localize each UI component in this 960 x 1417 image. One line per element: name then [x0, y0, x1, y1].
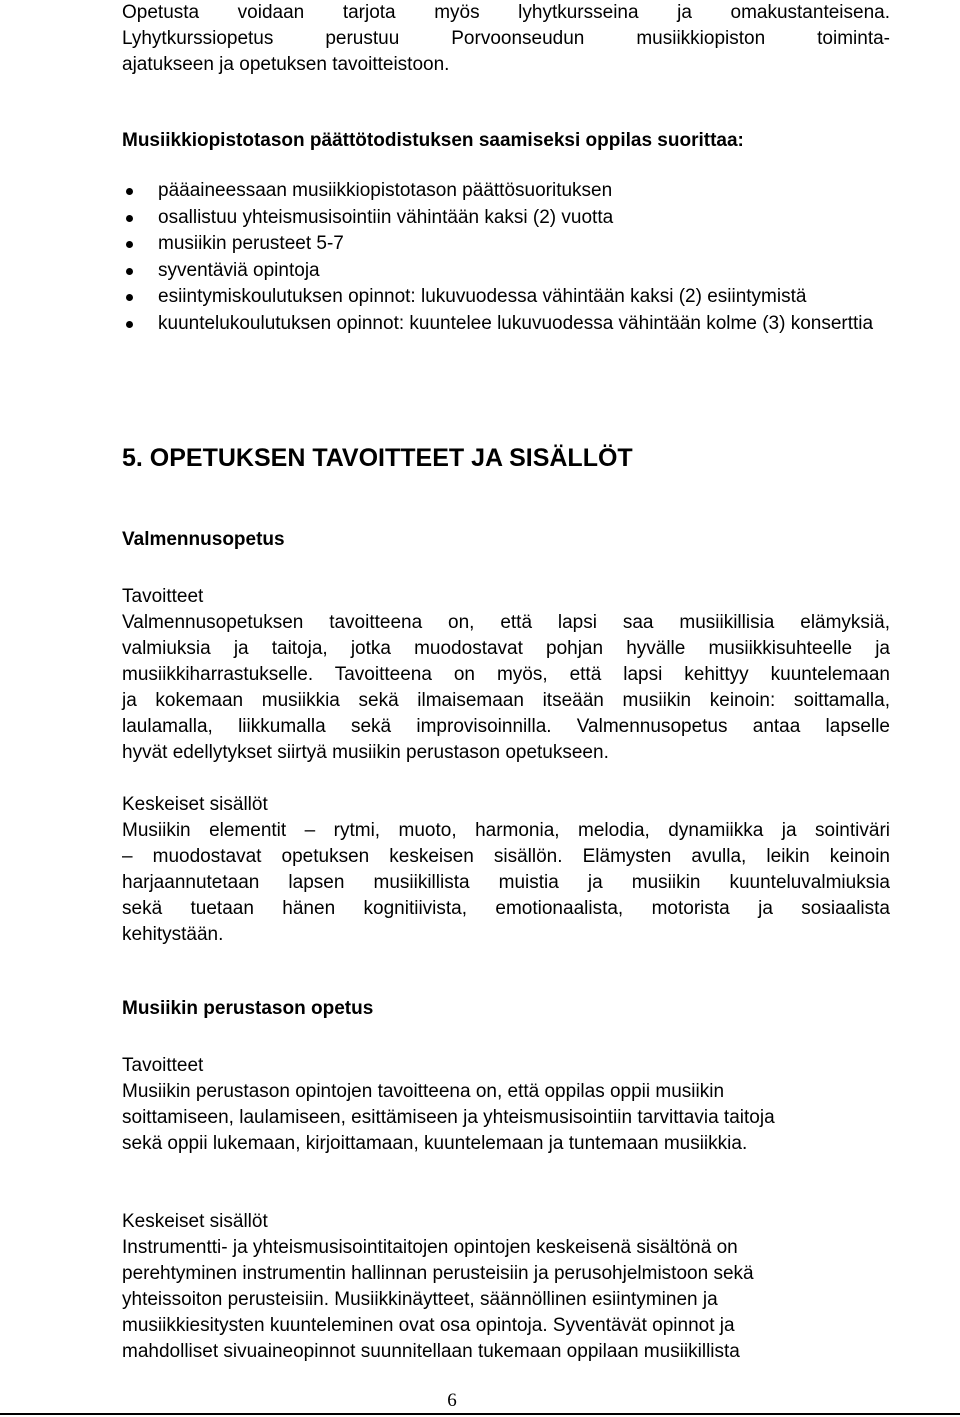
content-paragraph [122, 1235, 890, 1365]
list-item-text: osallistuu yhteismusisointiin vähintään kaksi (2) vuotta [158, 206, 614, 228]
list-item [122, 178, 902, 205]
content-paragraph [122, 818, 890, 948]
paragraph-line: mahdolliset sivuaineopinnot suunnitellaan tukemaan oppilaan musiikillista [122, 1341, 740, 1362]
list-item [122, 311, 928, 338]
paragraph-line: laulamalla, liikkumalla sekä improvisoinnilla. Valmennusopetus antaa lapselle [122, 716, 890, 737]
paragraph-line: Valmennusopetuksen tavoitteena on, että lapsi saa musiikillisia elämyksiä, [122, 612, 890, 633]
paragraph-line: musiikkiharrastukselle. Tavoitteena on myös, että lapsi kehittyy kuuntelemaan [122, 664, 890, 685]
paragraph-line: valmiuksia ja taitoja, jotka muodostavat pohjan hyvälle musiikkisuhteelle ja [122, 638, 890, 659]
paragraph-line: sekä oppii lukemaan, kirjoittamaan, kuuntelemaan ja tuntemaan musiikkia. [122, 1133, 748, 1154]
requirements-list [122, 178, 902, 337]
content-label: Keskeiset sisällöt [122, 1211, 268, 1232]
paragraph-line: hyvät edellytykset siirtyä musiikin perustason opetukseen. [122, 742, 609, 763]
paragraph-line: harjaannutetaan lapsen musiikillista muistia ja musiikin kuunteluvalmiuksia [122, 872, 890, 893]
list-item [122, 205, 902, 232]
footer-divider [0, 1413, 960, 1415]
section-title: 5. OPETUKSEN TAVOITTEET JA SISÄLLÖT [122, 444, 633, 472]
intro-line: Lyhytkurssiopetus perustuu Porvoonseudun musiikkiopiston toiminta- [122, 28, 890, 49]
paragraph-line: kehitystään. [122, 924, 224, 945]
list-item [122, 284, 838, 311]
page-number: 6 [447, 1390, 457, 1411]
list-item-text: esiintymiskoulutuksen opinnot: lukuvuodessa vähintään kaksi (2) esiintymistä [158, 286, 807, 307]
intro-line: ajatukseen ja opetuksen tavoitteistoon. [122, 54, 450, 75]
content-label: Keskeiset sisällöt [122, 794, 268, 815]
list-item-text: musiikin perusteet 5-7 [158, 233, 344, 254]
bullet-icon [126, 321, 133, 328]
paragraph-line: musiikkiesitysten kuunteleminen ovat osa opintoja. Syventävät opinnot ja [122, 1315, 735, 1336]
list-item-text: kuuntelukoulutuksen opinnot: kuuntelee lukuvuodessa vähintään kolme (3) konserttia [158, 312, 874, 334]
bullet-icon [126, 188, 133, 195]
paragraph-line: – muodostavat opetuksen keskeisen sisällön. Elämysten avulla, leikin keinoin [122, 846, 890, 867]
bullet-icon [126, 215, 133, 222]
goals-label: Tavoitteet [122, 586, 204, 607]
paragraph-line: ja kokemaan musiikkia sekä ilmaisemaan itseään musiikin keinoin: soittamalla, [122, 690, 890, 711]
intro-line: Opetusta voidaan tarjota myös lyhytkursseina ja omakustanteisena. [122, 2, 890, 23]
requirements-heading: Musiikkiopistotason päättötodistuksen saamiseksi oppilas suorittaa: [122, 130, 744, 151]
bullet-icon [126, 241, 133, 248]
paragraph-line: soittamiseen, laulamiseen, esittämiseen ja yhteismusisointiin tarvittavia taitoja [122, 1107, 775, 1128]
list-item [122, 258, 902, 285]
paragraph-line: perehtyminen instrumentin hallinnan perusteisiin ja perusohjelmistoon sekä [122, 1263, 754, 1284]
list-item-text: syventäviä opintoja [158, 259, 320, 281]
bullet-icon [126, 268, 133, 275]
list-item [122, 231, 902, 258]
goals-label: Tavoitteet [122, 1055, 204, 1076]
bullet-icon [126, 294, 133, 301]
list-item-text: pääaineessaan musiikkiopistotason päättösuorituksen [158, 180, 613, 201]
paragraph-line: Musiikin elementit – rytmi, muoto, harmonia, melodia, dynamiikka ja sointiväri [122, 820, 890, 841]
intro-paragraph [122, 0, 890, 78]
paragraph-line: yhteissoiton perusteisiin. Musiikkinäytteet, säännöllinen esiintyminen ja [122, 1289, 718, 1310]
subsection-heading-perustaso: Musiikin perustason opetus [122, 998, 374, 1019]
paragraph-line: sekä tuetaan hänen kognitiivista, emotionaalista, motorista ja sosiaalista [122, 898, 890, 919]
subsection-heading-valmennus: Valmennusopetus [122, 529, 285, 550]
goals-paragraph [122, 610, 890, 766]
paragraph-line: Instrumentti- ja yhteismusisointitaitojen opintojen keskeisenä sisältönä on [122, 1237, 738, 1258]
goals-paragraph [122, 1079, 890, 1157]
paragraph-line: Musiikin perustason opintojen tavoitteena on, että oppilas oppii musiikin [122, 1081, 725, 1102]
